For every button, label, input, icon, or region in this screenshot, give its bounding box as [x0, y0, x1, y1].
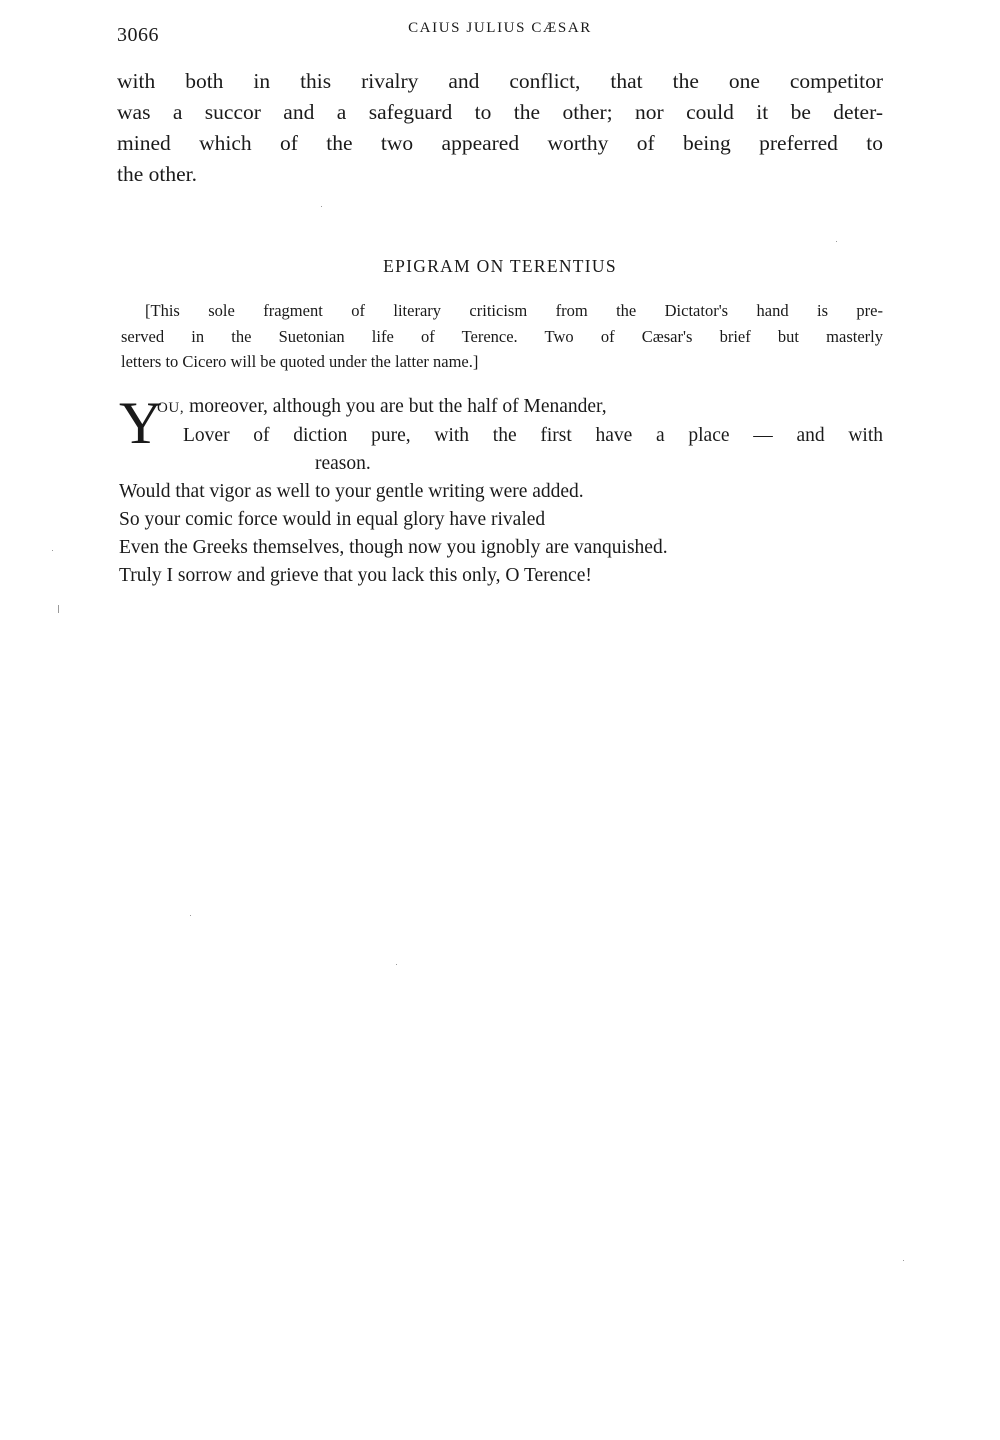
- editorial-note: [121, 298, 883, 375]
- poem-line: Even the Greeks themselves, though now you ignobly are vanquished.: [119, 537, 668, 558]
- note-line: letters to Cicero will be quoted under the latter name.]: [121, 352, 479, 371]
- poem-line-text: moreover, although you are but the half of Menander,: [184, 396, 607, 417]
- paragraph-line: mined which of the two appeared worthy of being preferred to: [117, 131, 883, 155]
- poem-line: [119, 393, 885, 422]
- running-title: CAIUS JULIUS CÆSAR: [408, 20, 592, 36]
- poem-line: Lover of diction pure, with the first have a place — and with: [183, 425, 883, 446]
- scan-speck: [903, 1260, 904, 1261]
- scan-speck: [321, 206, 322, 207]
- running-head: [117, 18, 883, 48]
- paragraph-line: was a succor and a safeguard to the other; nor could it be deter-: [117, 100, 883, 124]
- poem-line: So your comic force would in equal glory have rivaled: [119, 509, 546, 530]
- section-heading: EPIGRAM ON TERENTIUS: [383, 256, 617, 276]
- opening-paragraph: [117, 66, 883, 190]
- scan-speck: [190, 915, 191, 916]
- scan-speck: [52, 550, 53, 551]
- note-line: served in the Suetonian life of Terence. Two of Cæsar's brief but masterly: [121, 326, 883, 346]
- scan-speck: [836, 241, 837, 242]
- poem-line: Would that vigor as well to your gentle writing were added.: [119, 481, 584, 502]
- page-number: 3066: [117, 24, 159, 46]
- scan-speck: [58, 605, 59, 613]
- scan-speck: [396, 964, 397, 965]
- poem: [119, 390, 885, 590]
- paragraph-line: the other.: [117, 162, 198, 186]
- note-line: [This sole fragment of literary criticism from the Dictator's hand is pre-: [145, 301, 883, 320]
- poem-line-smallcaps: OU,: [157, 400, 185, 416]
- poem-line: Truly I sorrow and grieve that you lack this only, O Terence!: [119, 565, 592, 586]
- paragraph-line: with both in this rivalry and conflict, that the one competitor: [117, 69, 883, 93]
- poem-line-continuation: reason.: [315, 453, 371, 474]
- drop-cap: Y: [119, 390, 163, 456]
